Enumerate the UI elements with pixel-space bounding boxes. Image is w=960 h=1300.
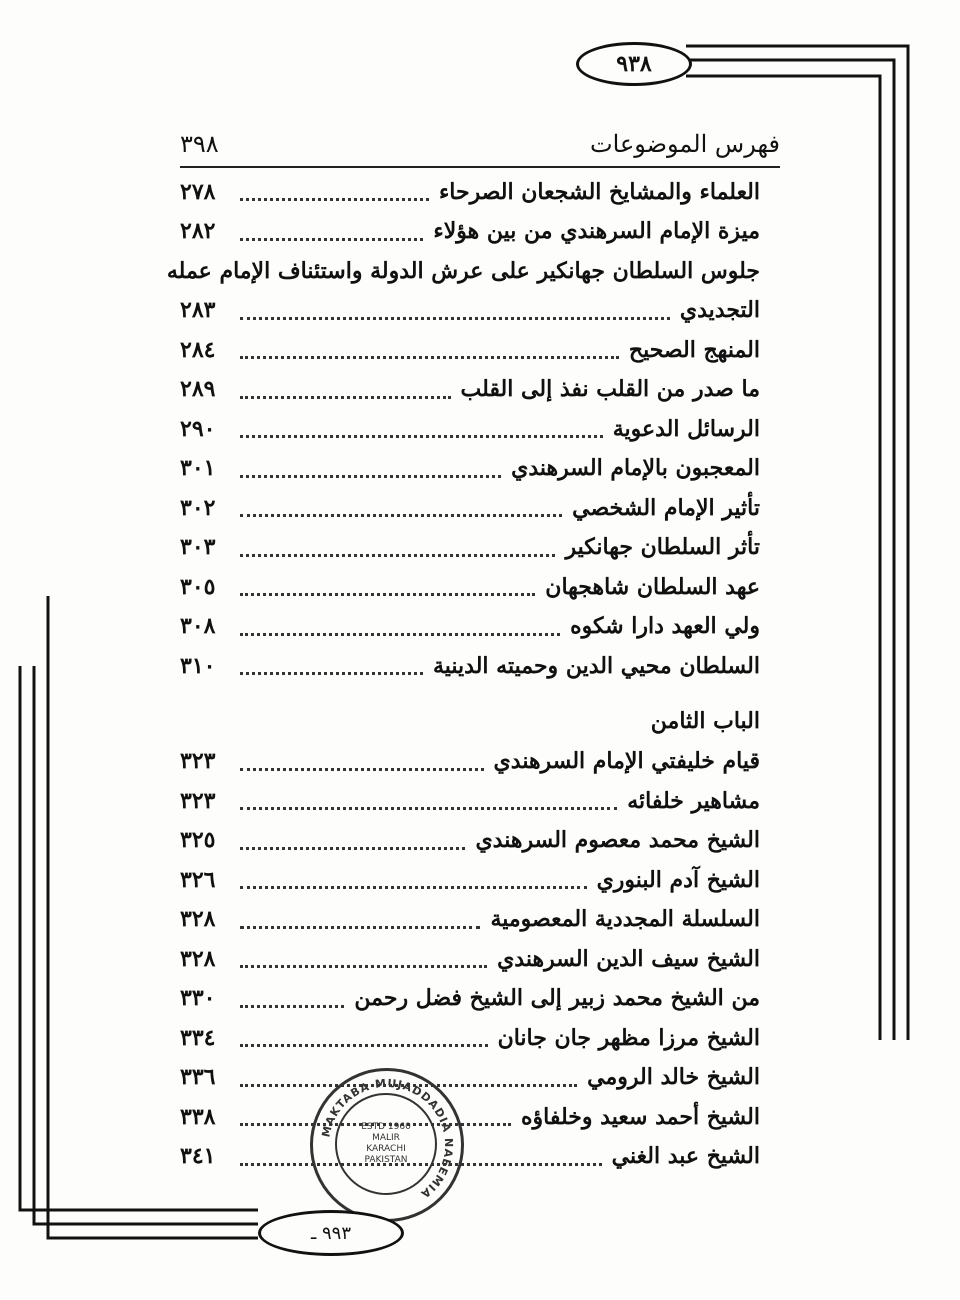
toc-entry: [180, 979, 760, 1019]
svg-text:MAKTABA MUJADDADIA NAEEMIA: MAKTABA MUJADDADIA NAEEMIA: [319, 1076, 456, 1201]
running-title: فهرس الموضوعات: [590, 130, 780, 158]
toc-entry-title: قيام خليفتي الإمام السرهندي: [493, 748, 760, 775]
toc-entry-title: الشيخ أحمد سعيد وخلفاؤه: [521, 1103, 760, 1130]
toc-entry: [180, 488, 760, 528]
toc-entry-title: مشاهير خلفائه: [627, 787, 760, 814]
toc-entry-title: الشيخ عبد الغني: [611, 1143, 760, 1170]
dot-leader: [240, 392, 451, 399]
table-of-contents: [166, 172, 760, 1176]
dot-leader: [240, 1040, 488, 1047]
toc-entry: [180, 900, 760, 940]
toc-entry-page: ٣٢٣: [180, 787, 216, 814]
toc-entry-title: الشيخ خالد الرومي: [587, 1064, 760, 1091]
toc-entry: [180, 409, 760, 449]
stamp-line: MALIR: [372, 1133, 400, 1143]
toc-entry-page: ٣٣٠: [180, 985, 216, 1012]
toc-entry-page: ٣٠٥: [180, 573, 216, 600]
toc-entry-title: العلماء والمشايخ الشجعان الصرحاء: [438, 178, 760, 205]
dot-leader: [240, 589, 535, 596]
dot-leader: [240, 961, 487, 968]
dot-leader: [240, 629, 560, 636]
toc-entry: [180, 1058, 760, 1098]
toc-entry-title: المنهج الصحيح: [628, 336, 760, 363]
dot-leader: [240, 764, 484, 771]
toc-entry-page: ٢٨٩: [180, 376, 216, 403]
toc-entry: [180, 646, 760, 686]
toc-entry-page: ٣٢٨: [180, 906, 216, 933]
dot-leader: [240, 194, 429, 201]
folio-badge-top: ٩٣٨: [576, 42, 692, 86]
toc-entry-page: ٢٨٤: [180, 336, 216, 363]
toc-entry-page: ٣٣٦: [180, 1064, 216, 1091]
toc-entry: [180, 330, 760, 370]
toc-entry-page: ٣٢٣: [180, 748, 216, 775]
running-header: [180, 122, 780, 168]
toc-entry-title: المعجبون بالإمام السرهندي: [511, 455, 760, 482]
toc-entry: [180, 607, 760, 647]
toc-entry: [180, 860, 760, 900]
stamp-line: ESTD 1960: [361, 1122, 411, 1132]
toc-entry: [180, 1137, 760, 1177]
dot-leader: [240, 352, 619, 359]
toc-entry: [180, 370, 760, 410]
toc-entry-title: التجديدي: [679, 297, 760, 324]
toc-entry: [180, 742, 760, 782]
toc-entry-page: ٣١٠: [180, 652, 216, 679]
stamp-center: [335, 1093, 437, 1195]
dot-leader: [240, 922, 480, 929]
toc-entry: [180, 821, 760, 861]
toc-entry: [180, 449, 760, 489]
toc-entry-page: ٣٢٥: [180, 827, 216, 854]
chapter-heading: الباب الثامن: [650, 707, 760, 734]
toc-entry-page: ٣٣٤: [180, 1024, 216, 1051]
dot-leader: [240, 431, 603, 438]
toc-entry-title: تأثير الإمام الشخصي: [572, 494, 760, 521]
stamp-line: KARACHI: [366, 1144, 406, 1154]
dot-leader: [240, 510, 562, 517]
toc-entry: [180, 781, 760, 821]
toc-entry: [180, 528, 760, 568]
dot-leader: [240, 803, 617, 810]
toc-entry-page: ٣٠٣: [180, 534, 216, 561]
dot-leader: [240, 234, 423, 241]
toc-entry: [180, 1097, 760, 1137]
toc-entry-title: الشيخ مرزا مظهر جان جانان: [497, 1024, 760, 1051]
toc-entry-title: ما صدر من القلب نفذ إلى القلب: [460, 376, 760, 403]
toc-entry-line: [166, 251, 760, 291]
dot-leader: [240, 550, 555, 557]
dot-leader: [240, 882, 587, 889]
toc-entry-title: جلوس السلطان جهانكير على عرش الدولة واستئناف الإمام عمله: [166, 257, 760, 284]
dot-leader: [240, 471, 501, 478]
library-stamp: [310, 1068, 464, 1222]
toc-entry: [180, 212, 760, 252]
toc-entry-page: ٣٢٨: [180, 945, 216, 972]
toc-entry-title: الشيخ محمد معصوم السرهندي: [475, 827, 760, 854]
dot-leader: [240, 668, 423, 675]
toc-entry-title: الشيخ آدم البنوري: [596, 866, 760, 893]
toc-entry-page: ٢٩٠: [180, 415, 216, 442]
toc-entry-title: ميزة الإمام السرهندي من بين هؤلاء: [433, 218, 760, 245]
toc-entry: [180, 172, 760, 212]
toc-entry-title: عهد السلطان شاهجهان: [545, 573, 760, 600]
toc-entry: [180, 1018, 760, 1058]
stamp-line: PAKISTAN: [364, 1155, 408, 1165]
dot-leader: [240, 843, 465, 850]
toc-entry-page: ٣٠٨: [180, 613, 216, 640]
dot-leader: [240, 1001, 344, 1008]
dot-leader: [240, 313, 670, 320]
toc-entry-page: ٣٤١: [180, 1143, 216, 1170]
toc-entry-page: ٣٢٦: [180, 866, 216, 893]
toc-entry-page: ٢٧٨: [180, 178, 216, 205]
toc-entry-title: السلطان محيي الدين وحميته الدينية: [432, 652, 760, 679]
toc-entry-page: ٣٠١: [180, 455, 216, 482]
page-number: ٣٩٨: [180, 130, 219, 158]
toc-entry-title: الشيخ سيف الدين السرهندي: [497, 945, 760, 972]
toc-entry-page: ٣٣٨: [180, 1103, 216, 1130]
toc-entry-title: الرسائل الدعوية: [612, 415, 760, 442]
toc-entry-page: ٢٨٣: [180, 297, 216, 324]
toc-entry-page: ٢٨٢: [180, 218, 216, 245]
toc-entry-page: ٣٠٢: [180, 494, 216, 521]
toc-entry: [180, 939, 760, 979]
toc-entry-title: السلسلة المجددية المعصومية: [490, 906, 760, 933]
toc-entry-title: ولي العهد دارا شكوه: [570, 613, 760, 640]
folio-badge-bottom: ٩٩٣ ـ: [258, 1210, 404, 1256]
toc-entry: [180, 291, 760, 331]
toc-entry: [180, 567, 760, 607]
toc-entry-title: من الشيخ محمد زبير إلى الشيخ فضل رحمن: [354, 985, 760, 1012]
toc-entry-title: تأثر السلطان جهانكير: [565, 534, 760, 561]
